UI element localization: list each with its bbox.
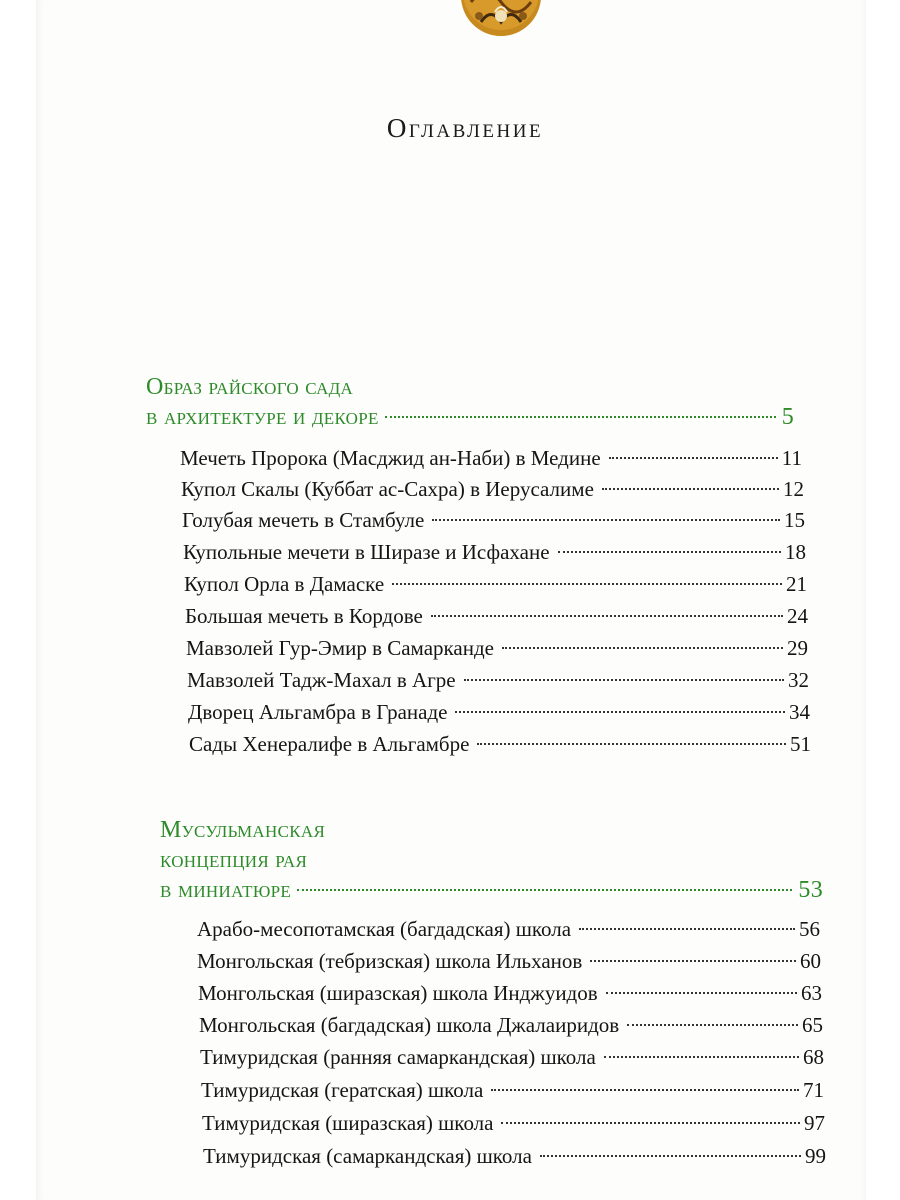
dot-leader bbox=[464, 679, 784, 681]
entry-page-number: 60 bbox=[800, 949, 821, 973]
toc-entry[interactable] bbox=[202, 1108, 825, 1138]
toc-entry[interactable] bbox=[199, 1010, 823, 1040]
entry-page-number: 97 bbox=[804, 1111, 825, 1135]
section-page-number: 5 bbox=[781, 404, 794, 430]
dot-leader bbox=[501, 1122, 800, 1124]
page-margin bbox=[0, 0, 36, 1200]
dot-leader bbox=[590, 960, 796, 962]
dot-leader bbox=[455, 711, 785, 713]
dot-leader bbox=[431, 615, 783, 617]
toc-entry[interactable] bbox=[189, 729, 811, 759]
dot-leader bbox=[385, 416, 776, 418]
toc-entry[interactable] bbox=[203, 1141, 826, 1171]
dot-leader bbox=[392, 583, 782, 585]
entry-page-number: 99 bbox=[805, 1144, 826, 1168]
entry-title: Купольные мечети в Ширазе и Исфахане bbox=[183, 540, 550, 564]
dot-leader bbox=[477, 743, 786, 745]
toc-entry[interactable] bbox=[201, 1075, 824, 1105]
entry-title: Монгольская (ширазская) школа Инджуидов bbox=[198, 981, 598, 1005]
entry-title: Монгольская (багдадская) школа Джалаиридов bbox=[199, 1013, 620, 1037]
toc-entry[interactable] bbox=[183, 537, 806, 567]
entry-title: Дворец Альгамбра в Гранаде bbox=[188, 700, 448, 724]
entry-page-number: 15 bbox=[784, 508, 805, 532]
entry-page-number: 12 bbox=[783, 477, 804, 501]
section-heading-last-line bbox=[146, 402, 794, 432]
entry-title: Тимуридская (ширазская) школа bbox=[202, 1111, 494, 1135]
entry-page-number: 18 bbox=[785, 540, 806, 564]
entry-title: Мавзолей Тадж-Махал в Агре bbox=[187, 668, 456, 692]
toc-entry[interactable] bbox=[187, 665, 809, 695]
entry-page-number: 65 bbox=[802, 1013, 823, 1037]
toc-entry[interactable] bbox=[181, 474, 804, 504]
dot-leader bbox=[432, 519, 780, 521]
section-heading-line: Образ райского сада bbox=[146, 374, 354, 400]
entry-page-number: 29 bbox=[787, 636, 808, 660]
section-heading-line: в архитектуре и декоре bbox=[146, 404, 379, 430]
dot-leader bbox=[602, 488, 779, 490]
section-page-number: 53 bbox=[798, 877, 823, 903]
page-title: Оглавление bbox=[386, 113, 544, 143]
entry-page-number: 71 bbox=[803, 1078, 824, 1102]
ornament-medallion-icon bbox=[461, 0, 541, 36]
entry-page-number: 63 bbox=[801, 981, 822, 1005]
dot-leader bbox=[627, 1024, 798, 1026]
entry-title: Купол Орла в Дамаске bbox=[184, 572, 385, 596]
entry-page-number: 51 bbox=[790, 732, 811, 756]
entry-title: Мавзолей Гур-Эмир в Самарканде bbox=[186, 636, 494, 660]
entry-title: Большая мечеть в Кордове bbox=[185, 604, 423, 628]
dot-leader bbox=[491, 1089, 799, 1091]
entry-title: Арабо-месопотамская (багдадская) школа bbox=[197, 917, 572, 941]
toc-entry[interactable] bbox=[198, 978, 822, 1008]
entry-page-number: 21 bbox=[786, 572, 807, 596]
dot-leader bbox=[540, 1155, 801, 1157]
entry-title: Тимуридская (гератская) школа bbox=[201, 1078, 484, 1102]
section-heading-1[interactable] bbox=[146, 372, 794, 432]
section-heading-line: в миниатюре bbox=[160, 877, 292, 903]
entry-title: Тимуридская (самаркандская) школа bbox=[203, 1144, 532, 1168]
entry-page-number: 11 bbox=[781, 446, 802, 470]
dot-leader bbox=[502, 647, 783, 649]
entry-page-number: 56 bbox=[799, 917, 820, 941]
section-heading-2[interactable] bbox=[160, 815, 823, 905]
dot-leader bbox=[606, 992, 797, 994]
toc-entry[interactable] bbox=[188, 697, 810, 727]
entry-title: Купол Скалы (Куббат ас-Сахра) в Иерусалиме bbox=[181, 477, 594, 501]
toc-entry[interactable] bbox=[185, 601, 808, 631]
section-heading-line: концепция рая bbox=[160, 847, 308, 873]
toc-entry[interactable] bbox=[200, 1042, 824, 1072]
dot-leader bbox=[579, 928, 795, 930]
entry-page-number: 24 bbox=[787, 604, 808, 628]
entry-page-number: 68 bbox=[803, 1045, 824, 1069]
entry-page-number: 32 bbox=[788, 668, 809, 692]
entry-title: Мечеть Пророка (Масджид ан-Наби) в Медине bbox=[180, 446, 601, 470]
entry-page-number: 34 bbox=[789, 700, 810, 724]
section-heading-last-line bbox=[160, 875, 823, 905]
toc-entry[interactable] bbox=[197, 946, 821, 976]
toc-entry[interactable] bbox=[186, 633, 808, 663]
dot-leader bbox=[558, 551, 781, 553]
dot-leader bbox=[609, 457, 778, 459]
entry-title: Голубая мечеть в Стамбуле bbox=[182, 508, 425, 532]
toc-entry[interactable] bbox=[182, 505, 805, 535]
section-heading-line: Мусульманская bbox=[160, 817, 326, 843]
toc-entry[interactable] bbox=[180, 443, 802, 473]
entry-title: Тимуридская (ранняя самаркандская) школа bbox=[200, 1045, 596, 1069]
toc-entry[interactable] bbox=[197, 914, 820, 944]
toc-entry[interactable] bbox=[184, 569, 807, 599]
entry-title: Сады Хенералифе в Альгамбре bbox=[189, 732, 470, 756]
dot-leader bbox=[297, 889, 792, 891]
entry-title: Монгольская (тебризская) школа Ильханов bbox=[197, 949, 583, 973]
dot-leader bbox=[604, 1056, 799, 1058]
